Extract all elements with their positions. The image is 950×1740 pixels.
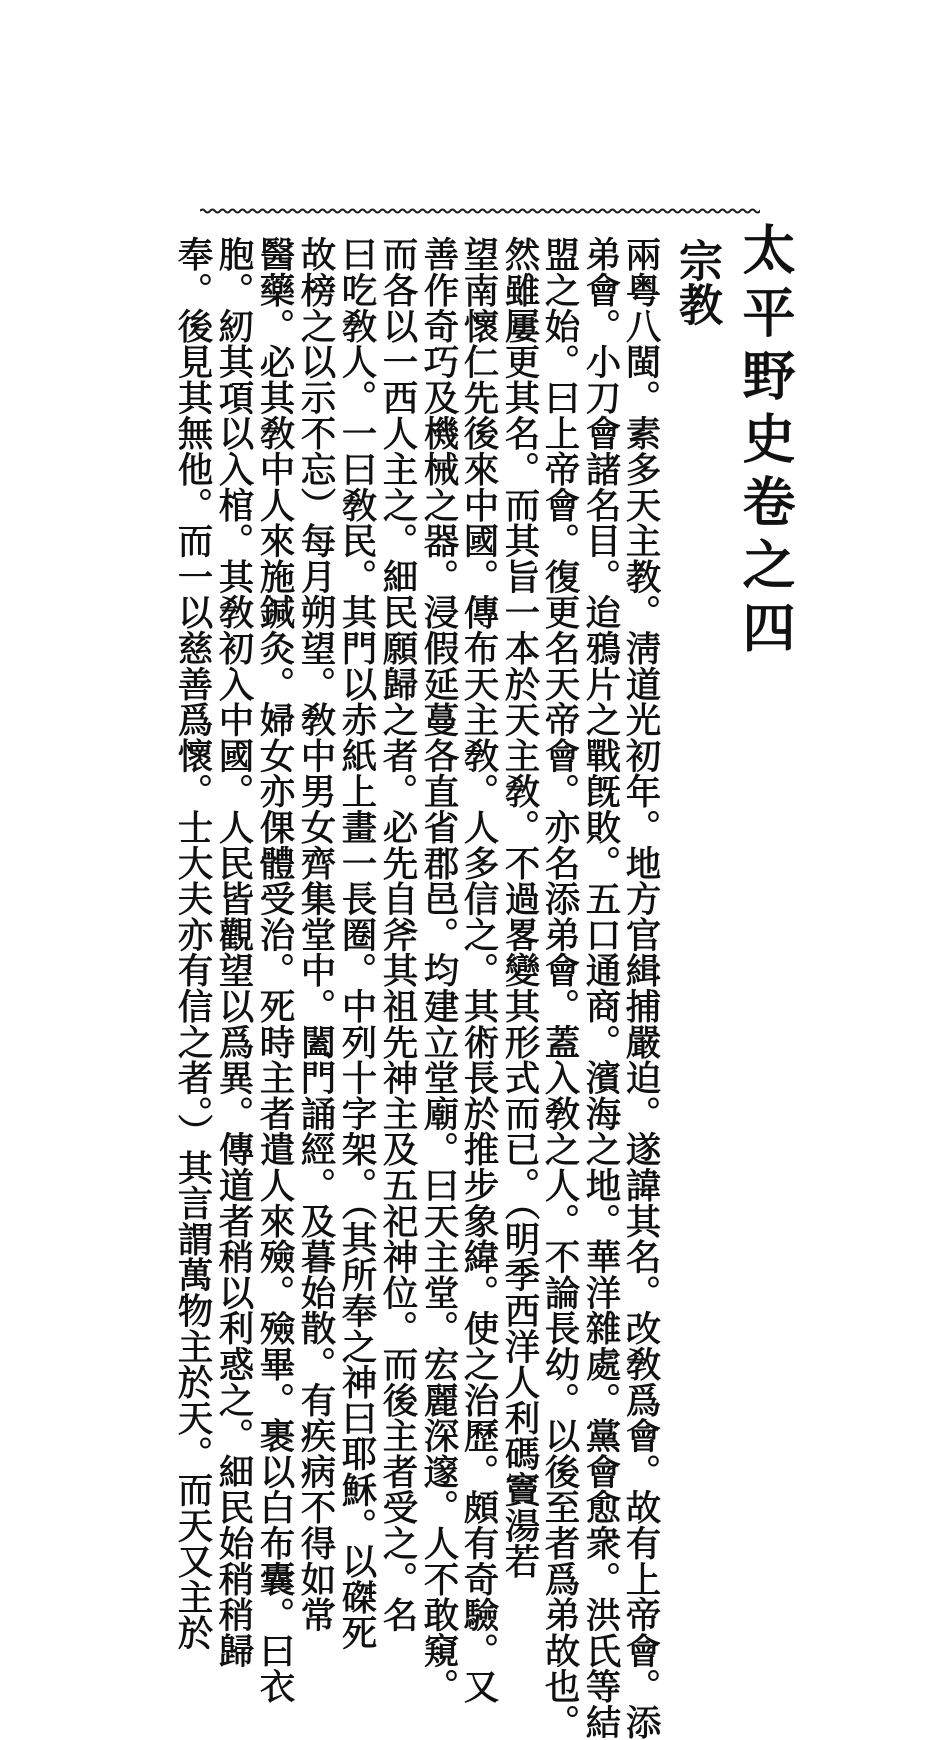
wavy-rule-divider — [200, 202, 760, 220]
chapter-title: 太平野史卷之四 — [734, 222, 796, 663]
text-column-11: 胞。紉其項以入棺。其敎初入中國。人民皆觀望以爲異。傳道者稍以利惑之。細民始稍稍歸 — [213, 236, 254, 1668]
text-column-3: 盟之始。曰上帝會。復更名天帝會。亦名添弟會。蓋入敎之人。不論長幼。以後至者爲弟故也。 — [539, 236, 580, 1740]
text-column-5: 望南懷仁先後來中國。傳布天主敎。人多信之。其術長於推步象緯。使之治歷。頗有奇驗。又 — [458, 236, 499, 1704]
text-column-7: 而各以一西人主之。細民願歸之者。必先自斧其祖先神主及五祀神位。而後主者受之。名 — [377, 236, 418, 1633]
text-column-4: 然雖屢更其名。而其旨一本於天主敎。不過畧變其形式而已。（明季西洋人利碼竇湯若 — [499, 236, 540, 1579]
text-column-9: 故榜之以示不忘）每月朔望。敎中男女齊集堂中。闔門誦經。及暮始散。有疾病不得如常 — [295, 236, 336, 1633]
text-column-1: 兩粤八閩。素多天主教。淸道光初年。地方官緝捕嚴迫。遂諱其名。改敎爲會。故有上帝會。添 — [620, 236, 661, 1740]
text-column-2: 弟會。小刀會諸名目。迨鴉片之戰旣敗。五口通商。濱海之地。華洋雜處。黨會愈衆。洪氏等結 — [580, 236, 621, 1740]
text-column-10: 醫藥。必其敎中人來施鍼灸。婦女亦倮體受治。死時主者遣人來殮。殮畢。裹以白布囊。曰衣 — [254, 236, 295, 1704]
section-heading: 宗教 — [671, 238, 722, 326]
text-column-8: 曰吃敎人。一曰敎民。其門以赤紙上畫一長圈。中列十字架。（其所奉之神曰耶穌。以磔死 — [336, 236, 377, 1651]
text-column-12: 奉。後見其無他。而一以慈善爲懷。士大夫亦有信之者。）其言謂萬物主於天。而天又主於 — [172, 236, 213, 1651]
text-column-6: 善作奇巧及機械之器。浸假延蔓各直省郡邑。均建立堂廟。曰天主堂。宏麗深邃。人不敢窺。 — [418, 236, 459, 1704]
